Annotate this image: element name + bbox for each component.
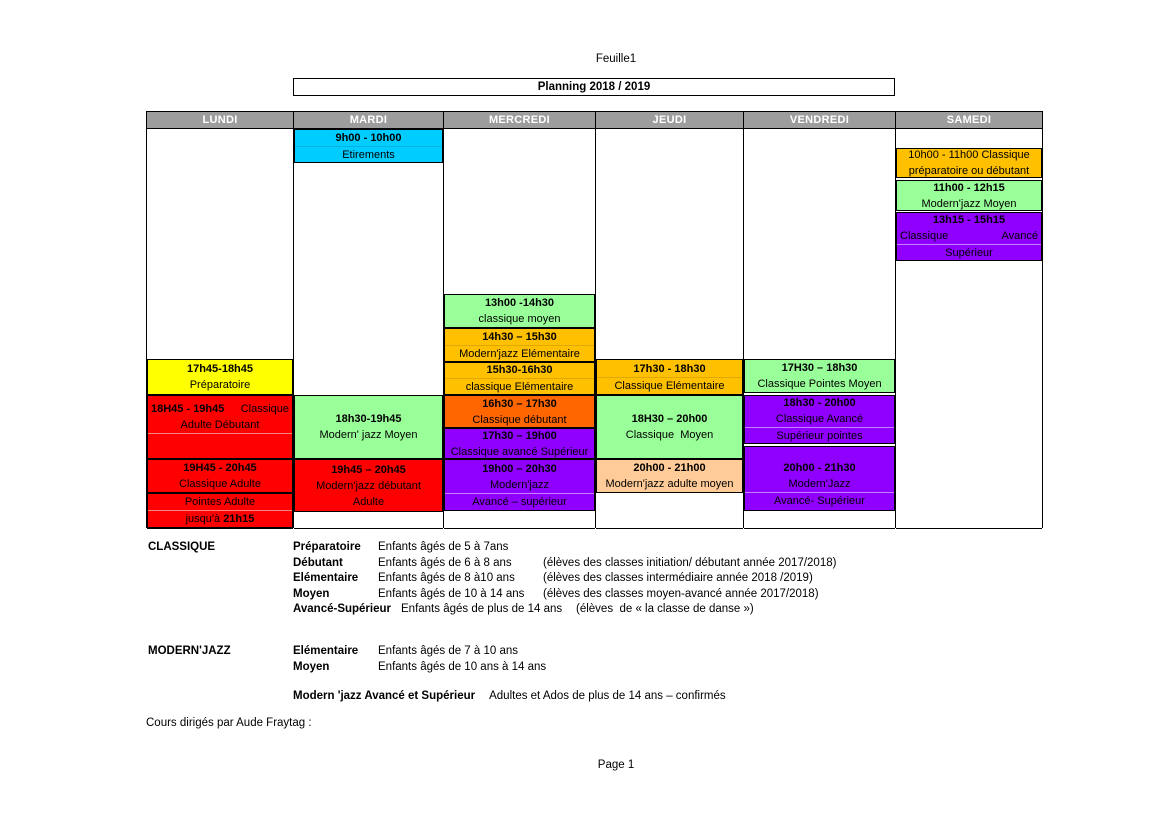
day-column-jeudi	[595, 111, 743, 528]
class-block-samedi-classique-avance-superieur	[896, 212, 1042, 261]
legend-note: (élèves de « la classe de danse »)	[576, 603, 754, 615]
block-time: 18h30-19h45	[335, 413, 402, 425]
legend-desc: Enfants âgés de 7 à 10 ans	[378, 645, 519, 657]
block-label: Modern'jazz adulte moyen	[605, 478, 734, 490]
block-time: 17h45-18h45	[186, 363, 254, 375]
block-time: 17H30 – 18h30	[781, 362, 858, 374]
legend-term: Elémentaire	[293, 645, 359, 657]
block-label: Avancé- Supérieur	[745, 492, 894, 509]
legend-modernjazz-label: MODERN'JAZZ	[148, 645, 231, 657]
legend-row	[293, 556, 836, 572]
legend-desc: Enfants âgés de 5 à 7ans	[378, 541, 509, 553]
block-label: Modern' jazz Moyen	[319, 429, 418, 441]
legend-term: Elémentaire	[293, 572, 359, 584]
legend-note: (élèves des classes intermédiaire année 2018 /2019)	[543, 572, 813, 584]
block-label: Classique avancé Supérieur	[450, 445, 589, 458]
legend-classique-label: CLASSIQUE	[148, 541, 216, 553]
legend-desc: Enfants âgés de plus de 14 ans	[401, 603, 563, 615]
block-label: Modern'jazz débutant	[316, 479, 421, 492]
legend-classique-rows	[293, 540, 836, 618]
block-label: Avancé	[1001, 230, 1038, 242]
legend-desc: Adultes et Ados de plus de 14 ans – confirmés	[489, 690, 726, 702]
class-block-mercredi-modern-jazz-avance	[444, 459, 595, 511]
block-label: Classique débutant	[472, 413, 567, 426]
block-time: 11h00 - 12h15	[933, 181, 1005, 194]
block-label: Avancé – supérieur	[445, 493, 594, 510]
legend-desc: Enfants âgés de 6 à 8 ans	[378, 556, 512, 569]
class-block-mercredi-classique-moyen	[444, 294, 595, 328]
block-time: 17h30 - 18h30	[633, 362, 706, 375]
legend-term: Préparatoire	[293, 541, 361, 553]
legend-row	[293, 660, 726, 676]
director-note: Cours dirigés par Aude Fraytag :	[146, 717, 312, 729]
day-header-jeudi: JEUDI	[596, 111, 743, 129]
legend-row	[293, 602, 836, 618]
day-header-mardi: MARDI	[294, 111, 443, 129]
block-label: Adulte	[352, 495, 385, 508]
block-label: préparatoire ou débutant	[908, 165, 1030, 177]
block-time: 13h00 -14h30	[484, 297, 555, 309]
class-block-mardi-modern-jazz-moyen	[294, 395, 443, 459]
class-block-lundi-classique-adulte-debutant	[147, 395, 293, 459]
block-label: Classique Pointes Moyen	[757, 378, 882, 390]
legend-modernjazz-rows	[293, 644, 726, 705]
block-time: 17h30 – 19h00	[482, 429, 557, 442]
legend-note: (élèves des classes moyen-avancé année 2017/2018)	[543, 587, 819, 600]
class-block-jeudi-classique-elementaire	[596, 359, 743, 395]
day-column-samedi	[895, 111, 1043, 528]
planning-title: Planning 2018 / 2019	[537, 81, 651, 93]
legend-row	[293, 540, 836, 556]
legend-term: Débutant	[293, 556, 343, 569]
block-time: 20h00 - 21h00	[633, 462, 706, 474]
block-time: 19h00 – 20h30	[482, 462, 557, 475]
class-block-mardi-etirements	[294, 129, 443, 163]
day-column-lundi	[146, 111, 293, 528]
block-time: 9h00 - 10h00	[335, 131, 402, 144]
legend-desc: Enfants âgés de 10 à 14 ans	[378, 587, 525, 600]
block-label: Modern'jazz	[490, 478, 549, 491]
block-label: classique Elémentaire	[445, 378, 594, 395]
block-label: Supérieur pointes	[745, 427, 894, 444]
class-block-mercredi-modern-jazz-elementaire	[444, 328, 595, 362]
block-time: 16h30 – 17h30	[482, 397, 557, 410]
day-header-samedi: SAMEDI	[896, 111, 1042, 129]
block-label: classique moyen	[478, 313, 561, 325]
class-block-samedi-modern-jazz-moyen	[896, 180, 1042, 211]
legend-term: Moyen	[293, 660, 330, 673]
class-block-vendredi-classique-pointes-moyen	[744, 359, 895, 393]
block-label: Supérieur	[897, 244, 1041, 261]
legend-term: Moyen	[293, 587, 330, 600]
class-block-lundi-classique-adulte	[147, 459, 293, 493]
block-label: Modern'jazz Elémentaire	[445, 345, 594, 362]
day-column-mardi	[293, 111, 443, 528]
block-time: 15h30-16h30	[486, 364, 553, 376]
day-header-mercredi: MERCREDI	[444, 111, 595, 129]
day-column-vendredi	[743, 111, 895, 528]
block-time: 18H30 – 20h00	[631, 413, 708, 425]
legend-term: Modern 'jazz Avancé et Supérieur	[293, 690, 476, 702]
sheet-name: Feuille1	[595, 53, 637, 65]
legend-note: (élèves des classes initiation/ débutant année 2017/2018)	[543, 556, 837, 569]
legend-desc: Enfants âgés de 10 ans à 14 ans	[378, 660, 547, 673]
block-time: 13h15 - 15h15	[932, 214, 1006, 226]
block-label: Classique	[240, 403, 289, 415]
block-label: Classique Moyen	[625, 429, 714, 441]
block-label: Préparatoire	[189, 379, 251, 391]
block-time: 18H45 - 19h45	[151, 403, 225, 415]
day-header-vendredi: VENDREDI	[744, 111, 895, 129]
block-label: Classique Avancé	[775, 413, 864, 425]
class-block-mercredi-classique-avance-superieur	[444, 428, 595, 459]
block-label: jusqu'à 21h15	[148, 510, 292, 527]
block-time: 19H45 - 20h45	[183, 462, 257, 474]
class-block-jeudi-classique-moyen	[596, 395, 743, 459]
block-time: 20h00 - 21h30	[783, 462, 856, 474]
block-label: Etirements	[295, 146, 442, 163]
block-label: Adulte Débutant	[180, 419, 260, 431]
block-time: 19h45 – 20h45	[331, 463, 406, 476]
block-label: Modern'jazz Moyen	[921, 197, 1017, 210]
class-block-vendredi-classique-avance-pointes	[744, 395, 895, 444]
class-block-lundi-preparatoire	[147, 359, 293, 395]
block-label: Classique Elémentaire	[597, 377, 742, 394]
block-time: 14h30 – 15h30	[482, 330, 557, 343]
class-block-mercredi-classique-elementaire	[444, 362, 595, 395]
class-block-mardi-modern-jazz-debutant	[294, 459, 443, 512]
planning-title-box	[293, 78, 895, 96]
legend-desc: Enfants âgés de 8 à10 ans	[378, 572, 515, 584]
block-label: Classique	[900, 230, 949, 242]
class-block-vendredi-modern-jazz-avance	[744, 446, 895, 511]
day-header-lundi: LUNDI	[147, 111, 293, 129]
class-block-lundi-pointes-adulte	[147, 493, 293, 528]
class-block-jeudi-modern-jazz-adulte-moyen	[596, 459, 743, 493]
legend-row	[293, 571, 836, 587]
schedule-table	[146, 111, 1043, 528]
legend-row	[293, 587, 836, 603]
block-label: Modern'Jazz	[788, 478, 851, 490]
block-label: Pointes Adulte	[184, 496, 256, 508]
page-number: Page 1	[597, 759, 635, 771]
block-time: 18h30 - 20h00	[783, 397, 856, 409]
block-label: Classique Adulte	[179, 478, 261, 490]
legend-term: Avancé-Supérieur	[293, 603, 391, 615]
legend-row	[293, 644, 726, 660]
legend-row-special	[293, 689, 726, 705]
class-block-mercredi-classique-debutant	[444, 395, 595, 428]
day-column-mercredi	[443, 111, 595, 528]
block-time: 10h00 - 11h00 Classique	[908, 149, 1030, 161]
class-block-samedi-classique-preparatoire	[896, 148, 1042, 178]
